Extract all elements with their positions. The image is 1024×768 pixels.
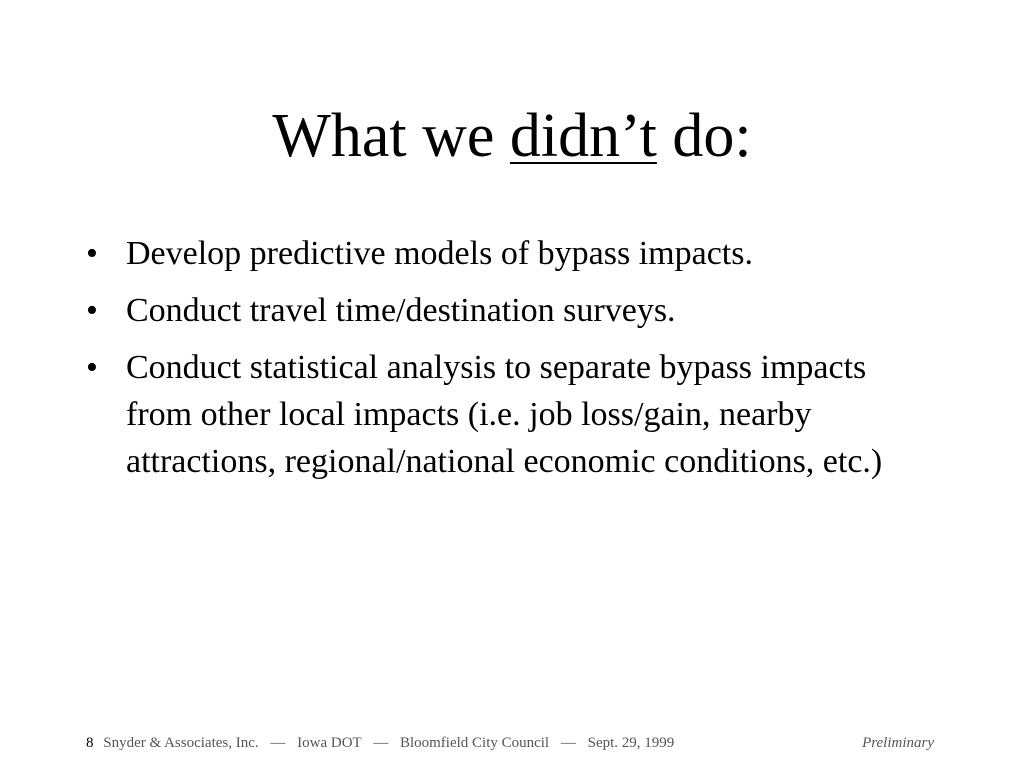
footer-council: Bloomfield City Council	[399, 735, 550, 751]
footer-company: Snyder & Associates, Inc.	[103, 735, 259, 751]
bullet-text: Develop predictive models of bypass impacts.	[126, 235, 753, 272]
bullet-dot-icon: •	[86, 292, 98, 329]
bullet-item	[86, 230, 886, 277]
footer-separator: —	[373, 735, 389, 751]
bullet-dot-icon: •	[86, 235, 98, 272]
bullet-text: Conduct travel time/destination surveys.	[126, 292, 676, 329]
slide-title	[0, 100, 1024, 172]
bullet-item	[86, 287, 886, 334]
page-number: 8	[86, 735, 94, 751]
title-text-before: What we	[272, 102, 510, 170]
bullet-text: Conduct statistical analysis to separate bypass impacts from other local impacts (i.e. job loss/gain, nearby attractions, regional/national economic conditions, etc.)	[126, 349, 883, 480]
footer-status: Preliminary	[862, 735, 934, 751]
footer-date: Sept. 29, 1999	[587, 735, 675, 751]
bullet-dot-icon: •	[86, 349, 98, 386]
footer-separator: —	[270, 735, 286, 751]
bullet-item	[86, 344, 886, 485]
slide-footer	[86, 733, 934, 753]
title-underlined-word: didn’t	[509, 102, 657, 170]
footer-separator: —	[560, 735, 576, 751]
bullet-list	[86, 230, 886, 495]
footer-agency: Iowa DOT	[297, 735, 362, 751]
title-text-after: do:	[656, 102, 752, 170]
